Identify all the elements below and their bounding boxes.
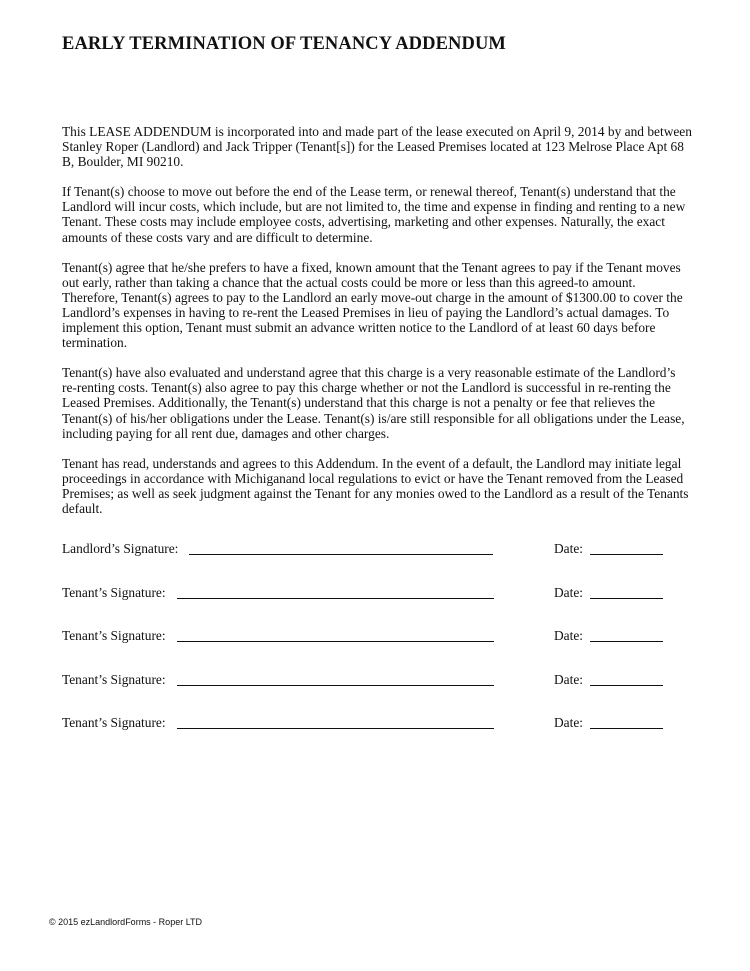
signature-row-tenant [62, 583, 682, 627]
signature-label: Landlord’s Signature: [62, 541, 179, 556]
signature-row-tenant [62, 626, 682, 670]
paragraph-fixed-charge: Tenant(s) agree that he/she prefers to have a fixed, known amount that the Tenant agrees to pay if the Tenant moves out early, rather than taking a chance that the actual costs could be more or less than this agreed-to amount. Therefore, Tenant(s) agrees to pay to the Landlord an early move-out charge in the amount of $1300.00 to cover the Landlord’s expenses in having to re-rent the Leased Premises in lieu of paying the Landlord’s actual damages. To implement this option, Tenant must submit an advance written notice to the Landlord of at least 60 days before termination. [62, 259, 683, 351]
date-line[interactable] [590, 728, 663, 729]
signature-row-tenant [62, 713, 682, 757]
date-line[interactable] [590, 685, 663, 686]
signature-row-landlord [62, 539, 682, 583]
signature-line[interactable] [177, 641, 494, 642]
signature-label: Tenant’s Signature: [62, 628, 166, 643]
copyright-footer: © 2015 ezLandlordForms - Roper LTD [49, 917, 203, 927]
date-label: Date: [554, 715, 583, 730]
signature-line[interactable] [177, 685, 494, 686]
date-line[interactable] [590, 554, 663, 555]
signature-block [62, 539, 682, 757]
date-label: Date: [554, 541, 583, 556]
signature-line[interactable] [189, 554, 493, 555]
signature-line[interactable] [177, 728, 494, 729]
signature-label: Tenant’s Signature: [62, 584, 166, 600]
addendum-body [62, 124, 692, 531]
paragraph-move-out-costs: If Tenant(s) choose to move out before the end of the Lease term, or renewal thereof, Tenant(s) understand that the Landlord will incur costs, which include, but are not limited to, the time and expense in finding and renting to a new Tenant. These costs may include employee costs, advertising, marketing and other expenses. Naturally, the exact amounts of these costs vary and are difficult to determine. [62, 184, 686, 245]
paragraph-agreement-default: Tenant has read, understands and agrees to this Addendum. In the event of a default, the Landlord may initiate legal proceedings in accordance with Michiganand local regulations to evict or have the Tenant removed from the Leased Premises; as well as seek judgment against the Tenant for any monies owed to the Landlord as a result of the Tenants default. [62, 455, 689, 516]
signature-label: Tenant’s Signature: [62, 715, 166, 730]
date-label: Date: [554, 628, 583, 643]
paragraph-lease-intro: This LEASE ADDENDUM is incorporated into and made part of the lease executed on April 9, 2014 by and between Stanley Roper (Landlord) and Jack Tripper (Tenant[s]) for the Leased Premises located at 123 Melrose Place Apt 68 B, Boulder, MI 90210. [62, 124, 692, 170]
signature-label: Tenant’s Signature: [62, 671, 166, 687]
date-label: Date: [554, 584, 583, 600]
document-title: EARLY TERMINATION OF TENANCY ADDENDUM [62, 34, 506, 54]
date-line[interactable] [590, 641, 663, 642]
paragraph-reasonable-estimate: Tenant(s) have also evaluated and understand agree that this charge is a very reasonable estimate of the Landlord’s re-renting costs. Tenant(s) also agree to pay this charge whether or not the Landlord is successful in re-renting the Leased Premises. Additionally, the Tenant(s) understand that this charge is not a penalty or fee that relieves the Tenant(s) of his/her obligations under the Lease. Tenant(s) is/are still responsible for all obligations under the Lease, including paying for all rent due, damages and other charges. [62, 365, 685, 441]
date-label: Date: [554, 671, 583, 687]
date-line[interactable] [590, 598, 663, 599]
signature-line[interactable] [177, 598, 494, 599]
signature-row-tenant [62, 670, 682, 714]
